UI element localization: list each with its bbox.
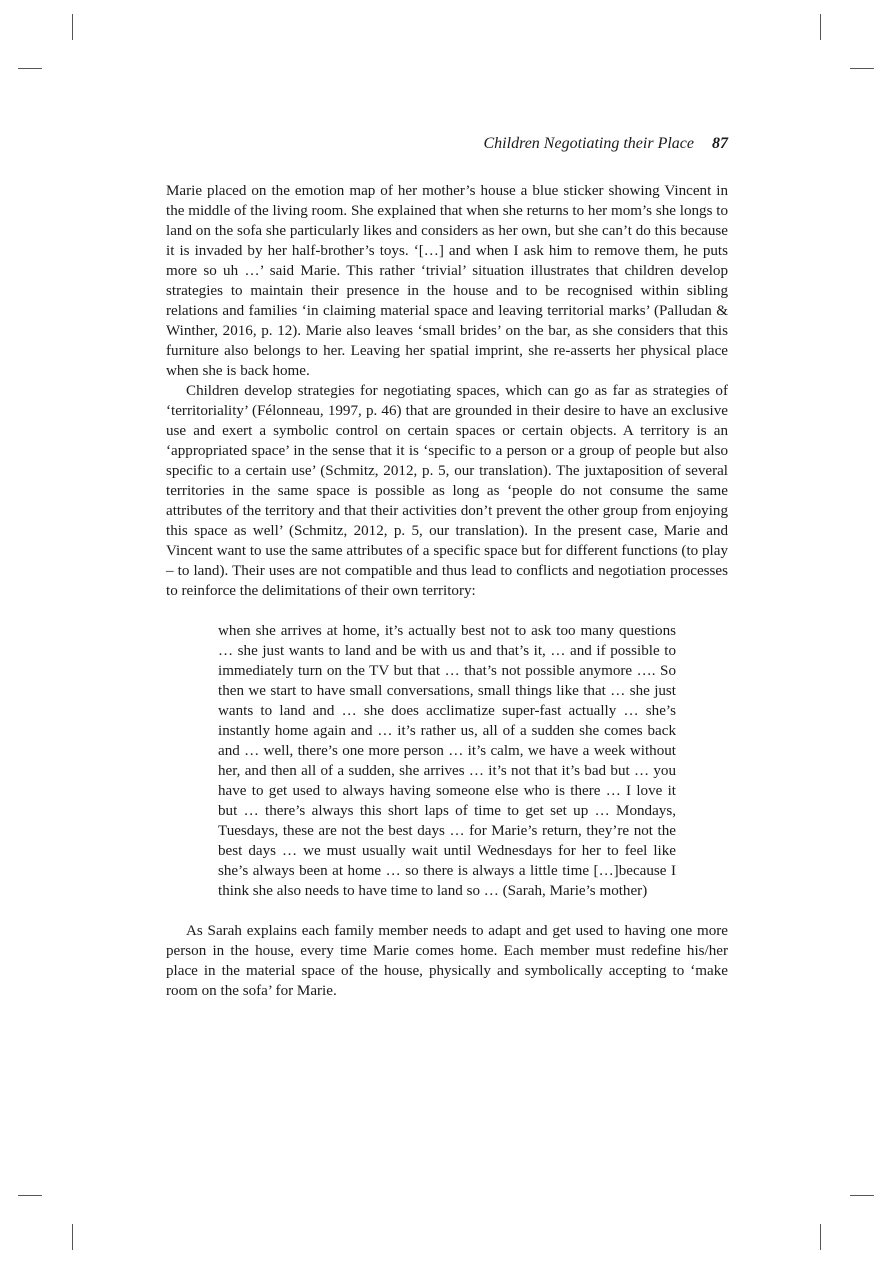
body-paragraph-2: Children develop strategies for negotiating spaces, which can go as far as strategies of ‘territoriality’ (Félonneau, 1997, p. 46) that are grounded in their desire to have an exclusive use and exert a symbolic control on certain spaces or certain objects. A territory is an ‘appropriated space’ in the sense that it is ‘specific to a person or a group of people but also specific to a certain use’ (Schmitz, 2012, p. 5, our translation). The juxtaposition of several territories in the same space is possible as long as ‘people do not consume the same attributes of the territory and that their activities don’t prevent the other group from enjoying this space as well’ (Schmitz, 2012, p. 5, our translation). In the present case, Marie and Vincent want to use the same attributes of a specific space but for different functions (to play – to land). Their uses are not compatible and thus lead to conflicts and negotiation processes to reinforce the delimitations of their own territory: [166,383,728,599]
crop-mark-top-right-horizontal [850,68,874,69]
page-number: 87 [712,135,728,152]
main-text [166,181,728,1001]
running-title: Children Negotiating their Place [483,135,694,152]
body-paragraph-3: As Sarah explains each family member needs to adapt and get used to having one more person in the house, every time Marie comes home. Each member must redefine his/her place in the material space of the house, physically and symbolically accepting to ‘make room on the sofa’ for Marie. [166,923,728,999]
crop-mark-bottom-left-vertical [72,1224,73,1250]
crop-mark-bottom-right-horizontal [850,1195,874,1196]
crop-mark-top-left-horizontal [18,68,42,69]
crop-mark-top-right-vertical [820,14,821,40]
block-quote: when she arrives at home, it’s actually best not to ask too many questions … she just wants to land and be with us and that’s it, … and if possible to immediately turn on the TV but that … that’s not possible anymore …. So then we start to have small conversations, small things like that … she just wants to land and … she does acclimatize super-fast actually … she’s instantly home again and … it’s rather us, all of a sudden she comes back and … well, there’s one more person … it’s calm, we have a week without her, and then all of a sudden, she arrives … it’s not that it’s bad but … you have to get used to always having someone else who is there … I love it but … there’s always this short laps of time to get set up … Mondays, Tuesdays, these are not the best days … for Marie’s return, they’re not the best days … we must usually wait until Wednesdays for her to feel like she’s always been at home … so there is always a little time […]because I think she also needs to have time to land so … (Sarah, Marie’s mother) [218,623,676,899]
crop-mark-bottom-left-horizontal [18,1195,42,1196]
crop-mark-top-left-vertical [72,14,73,40]
body-paragraph-1: Marie placed on the emotion map of her mother’s house a blue sticker showing Vincent in the middle of the living room. She explained that when she returns to her mom’s she longs to land on the sofa she particularly likes and considers as her own, but she can’t do this because it is invaded by her half-brother’s toys. ‘[…] and when I ask him to remove them, he puts more so uh …’ said Marie. This rather ‘trivial’ situation illustrates that children develop strategies to maintain their presence in the house and to be recognised within sibling relations and families ‘in claiming material space and leaving territorial marks’ (Palludan & Winther, 2016, p. 12). Marie also leaves ‘small brides’ on the bar, as she considers that this furniture also belongs to her. Leaving her spatial imprint, she re-asserts her physical place when she is back home. [166,183,728,379]
running-head [166,134,728,154]
crop-mark-bottom-right-vertical [820,1224,821,1250]
